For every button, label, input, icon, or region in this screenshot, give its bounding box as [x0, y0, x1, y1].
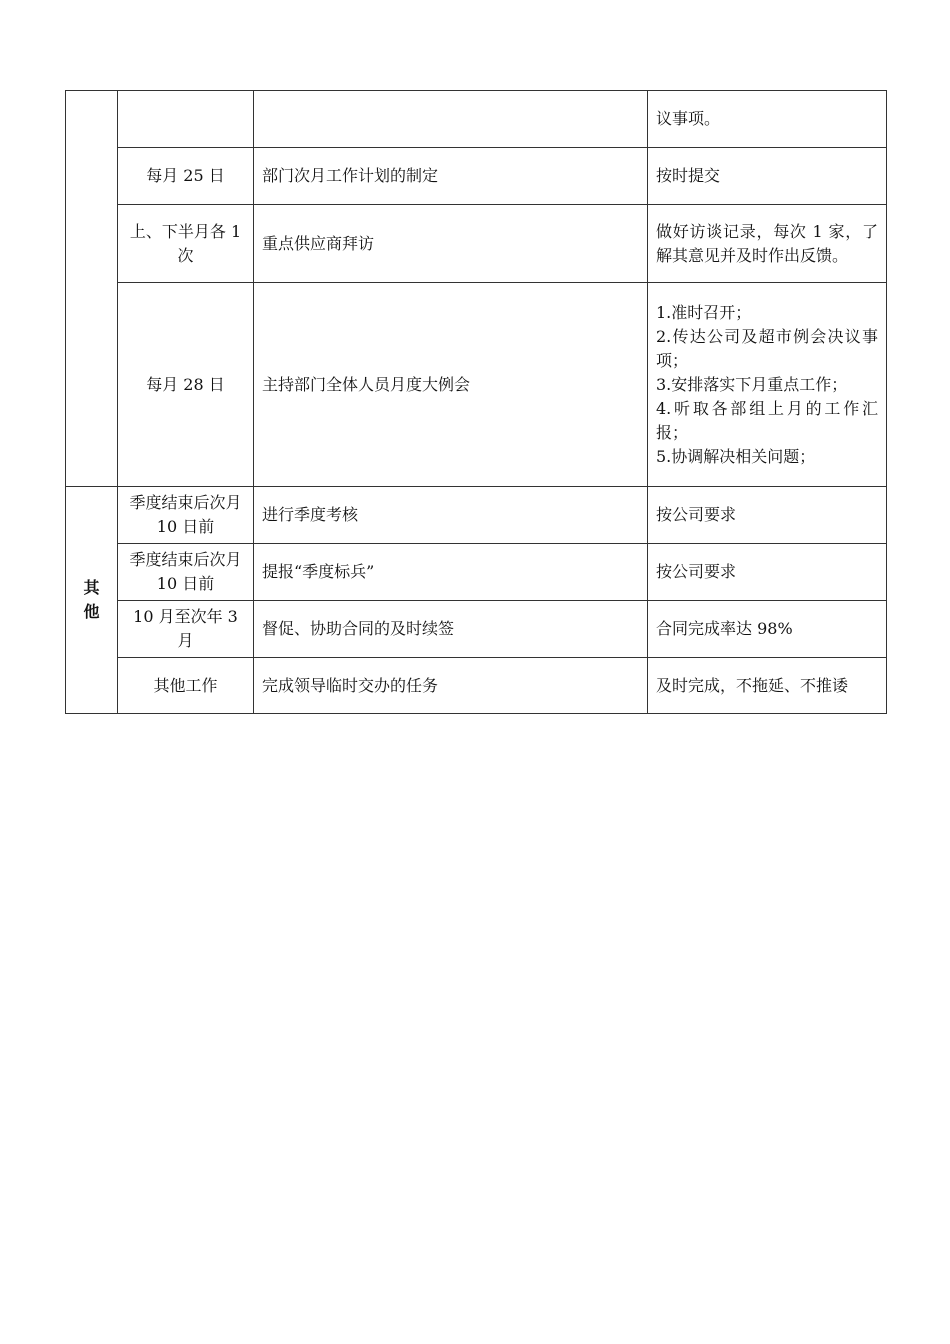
task-cell: 提报“季度标兵”: [254, 544, 648, 601]
requirement-item: 3.安排落实下月重点工作；: [656, 374, 848, 394]
requirement-cell: [648, 91, 887, 148]
table-row: [66, 658, 887, 714]
work-schedule-table: [65, 90, 887, 714]
requirement-item: 4.听取各部组上月的工作汇报；: [656, 398, 878, 442]
category-label: 其他: [83, 578, 100, 621]
requirement-cell: [648, 487, 887, 544]
table-row: [66, 601, 887, 658]
requirement-cell: [648, 283, 887, 487]
requirement-text: 议事项。: [656, 109, 721, 128]
table-row: [66, 487, 887, 544]
requirement-cell: [648, 148, 887, 205]
time-cell: [118, 91, 254, 148]
requirement-cell: [648, 205, 887, 283]
requirement-cell: [648, 658, 887, 714]
category-cell: [66, 91, 118, 487]
table-row: [66, 91, 887, 148]
requirement-cell: [648, 544, 887, 601]
requirement-text: 按公司要求: [656, 505, 737, 524]
task-cell: 重点供应商拜访: [254, 205, 648, 283]
time-cell: 其他工作: [118, 658, 254, 714]
table-row: [66, 148, 887, 205]
time-cell: 10 月至次年 3 月: [118, 601, 254, 658]
time-cell: 每月 25 日: [118, 148, 254, 205]
task-cell: 部门次月工作计划的制定: [254, 148, 648, 205]
requirement-item: 2.传达公司及超市例会决议事项；: [656, 326, 878, 370]
category-cell: [66, 487, 118, 714]
time-cell: 季度结束后次月 10 日前: [118, 487, 254, 544]
time-cell: 上、下半月各 1 次: [118, 205, 254, 283]
time-cell: 每月 28 日: [118, 283, 254, 487]
task-cell: 督促、协助合同的及时续签: [254, 601, 648, 658]
requirement-text: 做好访谈记录，每次 1 家，了解其意见并及时作出反馈。: [656, 221, 878, 265]
requirement-text: 按时提交: [656, 166, 721, 185]
requirement-text: 及时完成，不拖延、不推诿: [656, 675, 849, 695]
requirement-item: 1.准时召开；: [656, 302, 752, 322]
task-cell: 进行季度考核: [254, 487, 648, 544]
requirement-text: 合同完成率达 98%: [656, 619, 793, 638]
time-cell: 季度结束后次月 10 日前: [118, 544, 254, 601]
requirement-cell: [648, 601, 887, 658]
requirement-item: 5.协调解决相关问题；: [656, 446, 816, 466]
requirement-text: 按公司要求: [656, 562, 737, 581]
table-row: [66, 205, 887, 283]
task-cell: 完成领导临时交办的任务: [254, 658, 648, 714]
task-cell: 主持部门全体人员月度大例会: [254, 283, 648, 487]
task-cell: [254, 91, 648, 148]
table-row: [66, 544, 887, 601]
table-row: [66, 283, 887, 487]
